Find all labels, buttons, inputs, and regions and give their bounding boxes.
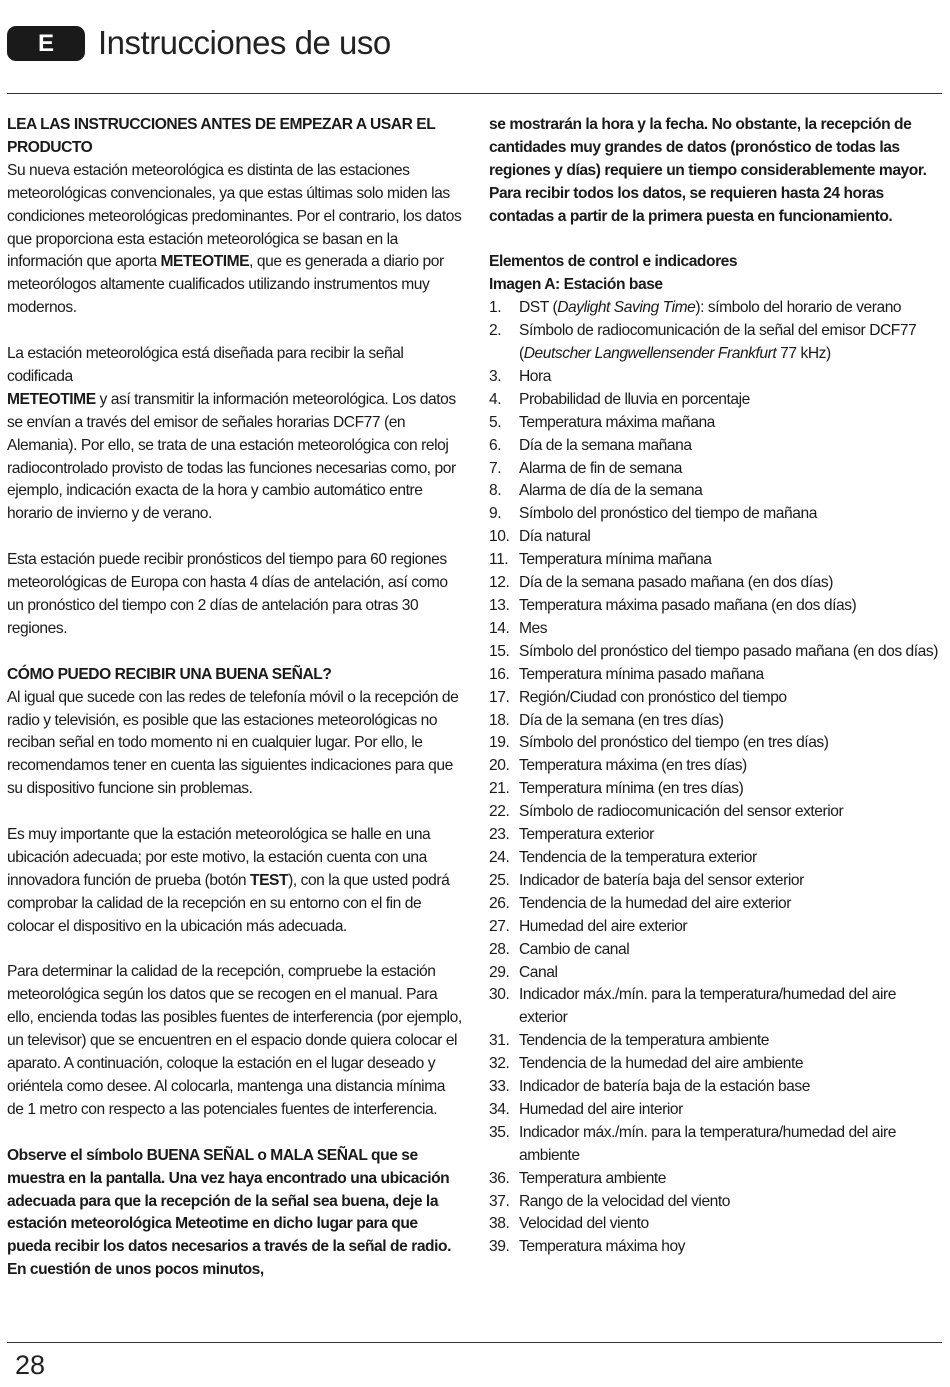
list-item: 22. Símbolo de radiocomunicación del sensor exterior [489, 803, 844, 821]
language-badge: E [7, 26, 85, 61]
list-item: 6. Día de la semana mañana [489, 436, 692, 454]
list-item: 1. DST (Daylight Saving Time): símbolo del horario de verano [489, 299, 902, 317]
list-item: 17. Región/Ciudad con pronóstico del tiempo [489, 688, 787, 706]
list-item: 3. Hora [489, 367, 551, 385]
list-item: 26. Tendencia de la humedad del aire exterior [489, 894, 791, 912]
list-item: 10. Día natural [489, 528, 591, 546]
list-item: 29. Canal [489, 963, 558, 981]
header-divider [7, 93, 942, 94]
list-item: 12. Día de la semana pasado mañana (en dos días) [489, 574, 833, 592]
list-item: 35. Indicador máx./mín. para la temperatura/humedad del aire ambiente [489, 1123, 896, 1164]
list-item: 39. Temperatura máxima hoy [489, 1238, 686, 1256]
list-item: 24. Tendencia de la temperatura exterior [489, 848, 757, 866]
section-heading-controls: Elementos de control e indicadores [489, 253, 738, 271]
list-item: 7. Alarma de fin de semana [489, 459, 683, 477]
paragraph-intro: Su nueva estación meteorológica es distinta de las estaciones meteorológicas convencionales, ya que estas últimas solo miden las condiciones meteorológicas predominantes. Por el contrario, los datos que proporciona esta estación meteorológica se basan en la información que aporta METEOTIME, que es generada a diario por meteorólogos altamente cualificados utilizando instrumentos muy modernos. [7, 161, 462, 317]
list-item: 27. Humedad del aire exterior [489, 917, 688, 935]
list-item: 9. Símbolo del pronóstico del tiempo de mañana [489, 505, 817, 523]
list-item: 30. Indicador máx./mín. para la temperatura/humedad del aire exterior [489, 986, 896, 1027]
list-item: 14. Mes [489, 619, 548, 637]
list-item: 16. Temperatura mínima pasado mañana [489, 665, 764, 683]
section-heading-signal: CÓMO PUEDO RECIBIR UNA BUENA SEÑAL? [7, 665, 332, 683]
paragraph-interference: Para determinar la calidad de la recepción, compruebe la estación meteorológica según los datos que se recogen en el manual. Para ello, encienda todas las posibles fuentes de interferencia (por ejemplo, un televisor) que se encuentren en el espacio donde quiera colocar el aparato. A continuación, coloque la estación en el lugar deseado y oriéntela como desee. Al colocarla, mantenga una distancia mínima de 1 metro con respecto a las potenciales fuentes de interferencia. [7, 963, 462, 1118]
list-item: 19. Símbolo del pronóstico del tiempo (en tres días) [489, 734, 829, 752]
list-item: 18. Día de la semana (en tres días) [489, 711, 724, 729]
list-item: 32. Tendencia de la humedad del aire ambiente [489, 1055, 804, 1073]
paragraph-signal-line: La estación meteorológica está diseñada para recibir la señal codificada [7, 345, 404, 385]
section-subheading-base-station: Imagen A: Estación base [489, 276, 663, 294]
list-item: 8. Alarma de día de la semana [489, 482, 703, 500]
page-number: 28 [15, 1350, 46, 1380]
paragraph-observe-symbol: Observe el símbolo BUENA SEÑAL o MALA SEÑAL que se muestra en la pantalla. Una vez haya encontrado una ubicación adecuada para que la recepción de la señal sea buena, deje la estación meteorológica Meteotime en dicho lugar para que pueda recibir los datos necesarios a través de la señal de radio. En cuestión de unos pocos minutos, [7, 1146, 451, 1279]
list-item: 25. Indicador de batería baja del sensor exterior [489, 871, 804, 889]
list-item: 5. Temperatura máxima mañana [489, 413, 715, 431]
left-column [7, 114, 464, 1282]
paragraph-reception: Al igual que sucede con las redes de telefonía móvil o la recepción de radio y televisión, es posible que las estaciones meteorológicas no reciban señal en todo momento ni en cualquier lugar. Por ello, le recomendamos tener en cuenta las siguientes indicaciones para que su dispositivo funcione sin problemas. [7, 688, 459, 798]
controls-list [489, 297, 939, 1259]
section-heading-instructions: LEA LAS INSTRUCCIONES ANTES DE EMPEZAR A USAR EL PRODUCTO [7, 116, 436, 156]
list-item: 36. Temperatura ambiente [489, 1169, 667, 1187]
list-item: 2. Símbolo de radiocomunicación de la señal del emisor DCF77 (Deutscher Langwellensender Frankfurt 77 kHz) [489, 322, 917, 363]
list-item: 21. Temperatura mínima (en tres días) [489, 780, 744, 798]
list-item: 23. Temperatura exterior [489, 826, 654, 844]
list-item: 34. Humedad del aire interior [489, 1100, 683, 1118]
paragraph-data-reception: se mostrarán la hora y la fecha. No obstante, la recepción de cantidades muy grandes de datos (pronóstico de todas las regiones y días) requiere un tiempo considerablemente mayor. Para recibir todos los datos, se requieren hasta 24 horas contadas a partir de la primera puesta en funcionamiento. [489, 116, 927, 225]
list-item: 20. Temperatura máxima (en tres días) [489, 757, 747, 775]
list-item: 38. Velocidad del viento [489, 1215, 649, 1233]
list-item: 37. Rango de la velocidad del viento [489, 1192, 731, 1210]
list-item: 13. Temperatura máxima pasado mañana (en dos días) [489, 597, 857, 615]
list-item: 31. Tendencia de la temperatura ambiente [489, 1032, 769, 1050]
right-column [489, 114, 939, 1259]
paragraph-test: Es muy importante que la estación meteorológica se halle en una ubicación adecuada; por este motivo, la estación cuenta con una innovadora función de prueba (botón TEST), con la que usted podrá comprobar la calidad de la recepción en su entorno con el fin de colocar el dispositivo en la ubicación más adecuada. [7, 826, 450, 935]
list-item: 28. Cambio de canal [489, 940, 630, 958]
list-item: 11. Temperatura mínima mañana [489, 551, 712, 569]
list-item: 15. Símbolo del pronóstico del tiempo pasado mañana (en dos días) [489, 642, 938, 660]
page-title: Instrucciones de uso [98, 24, 391, 61]
footer-divider [7, 1342, 942, 1343]
paragraph-signal: METEOTIME y así transmitir la información meteorológica. Los datos se envían a través del emisor de señales horarias DCF77 (en Alemania). Por ello, se trata de una estación meteorológica con reloj radiocontrolado provisto de todas las funciones necesarias como, por ejemplo, indicación exacta de la hora y cambio automático entre horario de invierno y de verano. [7, 390, 456, 523]
list-item: 33. Indicador de batería baja de la estación base [489, 1078, 810, 1096]
list-item: 4. Probabilidad de lluvia en porcentaje [489, 390, 750, 408]
paragraph-regions: Esta estación puede recibir pronósticos del tiempo para 60 regiones meteorológicas de Europa con hasta 4 días de antelación, así como un pronóstico del tiempo con 2 días de antelación para otras 30 regiones. [7, 551, 448, 637]
